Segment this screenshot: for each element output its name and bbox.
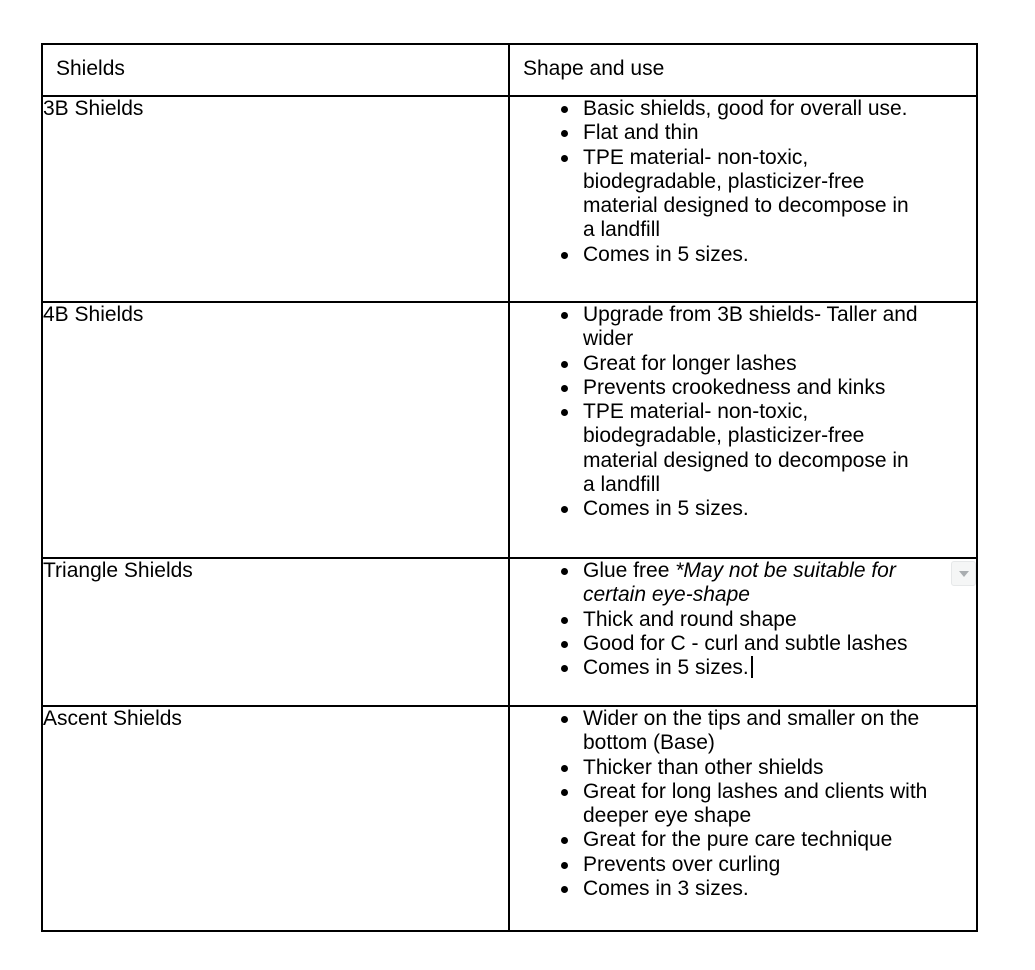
shield-description-cell[interactable] <box>509 302 977 558</box>
bullet-item <box>583 146 976 243</box>
bullet-text: Comes in 5 sizes. <box>583 656 749 680</box>
bullet-text: Great for long lashes and clients with <box>583 779 928 803</box>
shield-name-cell[interactable]: 4B Shields <box>42 302 509 558</box>
bullet-text: Upgrade from 3B shields- Taller and <box>583 303 918 326</box>
bullet-item <box>583 400 976 497</box>
bullet-text: material designed to decompose in <box>583 448 909 472</box>
bullet-item <box>583 756 976 780</box>
bullet-text: Great for longer lashes <box>583 351 797 375</box>
bullet-item <box>583 853 976 877</box>
bullet-item <box>583 559 976 608</box>
bullet-item <box>583 497 976 521</box>
bullet-text: material designed to decompose in <box>583 194 909 218</box>
chevron-down-icon <box>959 571 969 577</box>
bullet-text: Basic shields, good for overall use. <box>583 97 908 120</box>
bullet-text: TPE material- non-toxic, <box>583 145 809 169</box>
bullet-item <box>583 828 976 852</box>
bullet-text: a landfill <box>583 473 661 497</box>
bullet-text: Comes in 5 sizes. <box>583 497 749 521</box>
bullet-text: wider <box>583 327 634 351</box>
bullet-text: Wider on the tips and smaller on the <box>583 707 920 730</box>
bullet-item <box>583 121 976 145</box>
bullet-item <box>583 352 976 376</box>
bullet-text: deeper eye shape <box>583 804 752 828</box>
bullet-text: Glue free <box>583 559 676 582</box>
column-header-shape-and-use[interactable]: Shape and use <box>509 44 977 96</box>
shield-description-cell[interactable] <box>509 706 977 931</box>
table-row <box>42 302 977 558</box>
bullet-text: Good for C - curl and subtle lashes <box>583 631 908 655</box>
bullet-list <box>510 97 976 267</box>
bullet-text: certain eye-shape <box>583 583 750 607</box>
bullet-text: Comes in 5 sizes. <box>583 242 749 266</box>
bullet-item <box>583 608 976 632</box>
bullet-item <box>583 632 976 656</box>
bullet-item <box>583 877 976 901</box>
bullet-text: *May not be suitable for <box>675 559 896 582</box>
bullet-list <box>510 303 976 522</box>
shield-name-cell[interactable]: 3B Shields <box>42 96 509 302</box>
bullet-text: Flat and thin <box>583 121 699 145</box>
bullet-list <box>510 559 976 680</box>
bullet-text: Thick and round shape <box>583 607 797 631</box>
bullet-item <box>583 656 976 680</box>
bullet-list <box>510 707 976 901</box>
shield-name-cell[interactable]: Triangle Shields <box>42 558 509 706</box>
column-header-shields[interactable]: Shields <box>42 44 509 96</box>
bullet-text: bottom (Base) <box>583 731 715 755</box>
table-row <box>42 96 977 302</box>
bullet-item <box>583 376 976 400</box>
bullet-text: biodegradable, plasticizer-free <box>583 424 865 448</box>
bullet-item <box>583 707 976 756</box>
table-row <box>42 558 977 706</box>
shield-name-cell[interactable]: Ascent Shields <box>42 706 509 931</box>
text-cursor <box>751 656 753 678</box>
shield-description-cell[interactable] <box>509 96 977 302</box>
bullet-text: Comes in 3 sizes. <box>583 877 749 901</box>
bullet-text: TPE material- non-toxic, <box>583 400 809 424</box>
bullet-text: a landfill <box>583 218 661 242</box>
bullet-item <box>583 303 976 352</box>
bullet-text: Prevents crookedness and kinks <box>583 375 886 399</box>
bullet-item <box>583 243 976 267</box>
bullet-text: biodegradable, plasticizer-free <box>583 169 865 193</box>
table-row <box>42 706 977 931</box>
bullet-text: Great for the pure care technique <box>583 828 893 852</box>
table-row-dropdown-button[interactable] <box>951 561 976 586</box>
shield-description-cell[interactable] <box>509 558 977 706</box>
shields-table <box>41 43 978 932</box>
table-header-row <box>42 44 977 96</box>
bullet-item <box>583 780 976 829</box>
bullet-item <box>583 97 976 121</box>
bullet-text: Prevents over curling <box>583 852 781 876</box>
bullet-text: Thicker than other shields <box>583 755 824 779</box>
